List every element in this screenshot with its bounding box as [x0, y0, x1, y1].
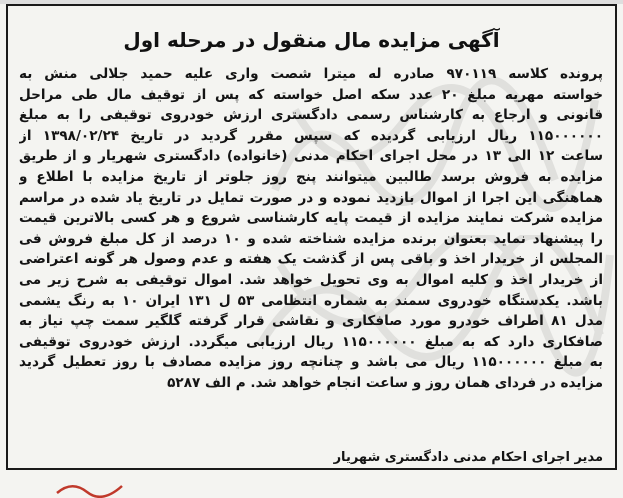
clipping-mark-icon — [52, 478, 142, 498]
notice-line: ۱۱۵۰۰۰۰۰۰ ریال ارزیابی گردیده که سپس مقرر گردید در تاریخ ۱۳۹۸/۰۲/۲۴ از — [19, 127, 603, 144]
notice-title: آگهی مزایده مال منقول در مرحله اول — [123, 28, 500, 52]
notice-line: پرونده کلاسه ۹۷۰۱۱۹ صادره له میترا شصت واری علیه حمید جلالی منش به — [19, 66, 603, 82]
notice-line: را پیشنهاد نماید بعنوان برنده مزایده شناخته شده و ۱۰ درصد از کل مبلغ فروش فی — [19, 230, 603, 247]
notice-line: مزایده شرکت نمایند مزایده از قیمت پایه کارشناسی شروع و هر کسی بالاترین قیمت — [19, 210, 603, 227]
notice-line: ساعت ۱۲ الی ۱۳ در محل اجرای احکام مدنی (خانواده) دادگستری شهریار و از طریق — [19, 148, 603, 165]
notice-signature: مدیر اجرای احکام مدنی دادگستری شهریار — [333, 450, 603, 465]
notice-line: به مبلغ ۱۱۵۰۰۰۰۰۰ ریال می باشد و چنانچه روز مزایده مصادف با روز تعطیل گردید — [19, 354, 603, 371]
notice-line: مدل ۸۱ اطراف خودرو مورد صافکاری و نقاشی قرار گرفته گلگیر سمت چپ نیاز به — [19, 313, 603, 330]
notice-line: مزایده به فروش برسد طالبین میتوانند پنج روز جلوتر از تاریخ مزایده با اطلاع و — [19, 168, 603, 185]
notice-line-last: مزایده در فردای همان روز و ساعت انجام خواهد شد. م الف ۵۲۸۷ — [167, 374, 603, 391]
notice-line: قانونی و ارجاع به کارشناس رسمی دادگستری ارزش خودروی توقیفی را به مبلغ — [19, 107, 603, 124]
notice-line: هماهنگی این اجرا از اموال بازدید نموده و در صورت تمایل در تاریخ یاد شده در مراسم — [19, 189, 603, 206]
notice-line: صافکاری دارد که به مبلغ ۱۱۵۰۰۰۰۰۰ ریال ارزیابی میگردد. ارزش خودروی توقیفی — [19, 333, 603, 350]
notice-body — [19, 64, 603, 394]
notice-line: خواسته مهریه مبلغ ۲۰ عدد سکه اصل خواسته که پس از توقیف مال طی مراحل — [19, 86, 603, 103]
notice-line: المجلس از خریدار اخذ و باقی پس از گذشت یک هفته و عدم وصول هر گونه اعتراضی — [19, 251, 603, 268]
notice-line: از خریدار اخذ و کلیه اموال به وی تحویل خواهد شد. اموال توقیفی به شرح زیر می — [19, 271, 603, 288]
notice-line: باشد. یکدستگاه خودروی سمند به شماره انتظامی ۵۳ ل ۱۳۱ ایران ۱۰ به رنگ یشمی — [19, 292, 603, 309]
